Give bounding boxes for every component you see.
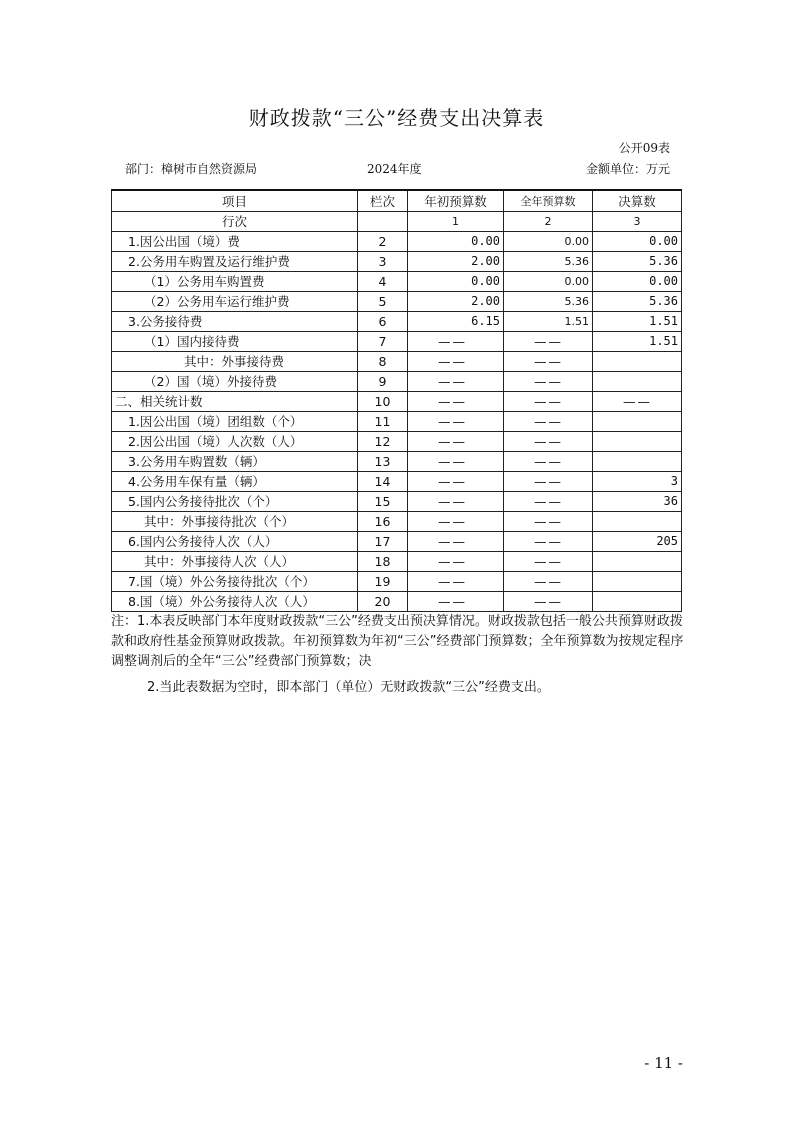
form-number: 公开09表 bbox=[618, 141, 670, 155]
table-row bbox=[112, 512, 682, 532]
row-c1: 2.00 bbox=[408, 252, 504, 272]
table-subheader-row bbox=[112, 212, 682, 232]
row-no: 13 bbox=[358, 452, 408, 472]
row-c3: 5.36 bbox=[593, 252, 682, 272]
table-row bbox=[112, 312, 682, 332]
page-number: - 11 - bbox=[644, 1054, 683, 1072]
row-item: 7.国（境）外公务接待批次（个） bbox=[112, 572, 358, 592]
row-no: 17 bbox=[358, 532, 408, 552]
row-item: 1.因公出国（境）团组数（个） bbox=[112, 412, 358, 432]
row-c2: —— bbox=[504, 332, 593, 352]
note-line-2: 2.当此表数据为空时，即本部门（单位）无财政拨款“三公”经费支出。 bbox=[147, 680, 550, 695]
row-item: 2.公务用车购置及运行维护费 bbox=[112, 252, 358, 272]
row-c1: —— bbox=[408, 392, 504, 412]
row-c3: 5.36 bbox=[593, 292, 682, 312]
row-no: 8 bbox=[358, 352, 408, 372]
row-no: 4 bbox=[358, 272, 408, 292]
row-c3 bbox=[593, 352, 682, 372]
row-c2: 5.36 bbox=[504, 292, 593, 312]
table-row bbox=[112, 352, 682, 372]
note-line-1: 注：1.本表反映部门本年度财政拨款“三公”经费支出预决算情况。财政拨款包括一般公共预算财政拨款和政府性基金预算财政拨款。年初预算数为年初“三公”经费部门预算数；全年预算数为按规定程序调整调剂后的全年“三公”经费部门预算数；决 bbox=[111, 614, 684, 669]
row-c3 bbox=[593, 412, 682, 432]
row-c3: 0.00 bbox=[593, 272, 682, 292]
row-c2: —— bbox=[504, 532, 593, 552]
row-c1: —— bbox=[408, 432, 504, 452]
header-final-account: 决算数 bbox=[593, 190, 682, 212]
row-c2: —— bbox=[504, 472, 593, 492]
row-c1: —— bbox=[408, 512, 504, 532]
table-row bbox=[112, 452, 682, 472]
row-c2: —— bbox=[504, 412, 593, 432]
row-c2: —— bbox=[504, 492, 593, 512]
row-no: 20 bbox=[358, 592, 408, 612]
row-c3: 0.00 bbox=[593, 232, 682, 252]
subheader-c3: 3 bbox=[593, 212, 682, 232]
row-no: 11 bbox=[358, 412, 408, 432]
row-c1: —— bbox=[408, 332, 504, 352]
row-c2: —— bbox=[504, 432, 593, 452]
row-c3: 1.51 bbox=[593, 312, 682, 332]
row-c2: —— bbox=[504, 552, 593, 572]
row-c1: —— bbox=[408, 352, 504, 372]
row-c2: 5.36 bbox=[504, 252, 593, 272]
subheader-no bbox=[358, 212, 408, 232]
subheader-c2: 2 bbox=[504, 212, 593, 232]
row-c3 bbox=[593, 572, 682, 592]
table-row bbox=[112, 552, 682, 572]
row-no: 9 bbox=[358, 372, 408, 392]
row-c2: 0.00 bbox=[504, 232, 593, 252]
row-c1: —— bbox=[408, 572, 504, 592]
row-c1: —— bbox=[408, 552, 504, 572]
table-row bbox=[112, 572, 682, 592]
row-c1: 0.00 bbox=[408, 272, 504, 292]
row-c3 bbox=[593, 592, 682, 612]
table-row bbox=[112, 232, 682, 252]
subheader-c1: 1 bbox=[408, 212, 504, 232]
row-no: 19 bbox=[358, 572, 408, 592]
header-item: 项目 bbox=[112, 190, 358, 212]
row-item: （1）国内接待费 bbox=[112, 332, 358, 352]
row-no: 2 bbox=[358, 232, 408, 252]
table-row bbox=[112, 532, 682, 552]
row-no: 7 bbox=[358, 332, 408, 352]
row-item: 1.因公出国（境）费 bbox=[112, 232, 358, 252]
row-no: 12 bbox=[358, 432, 408, 452]
row-c3: 1.51 bbox=[593, 332, 682, 352]
row-c2: —— bbox=[504, 512, 593, 532]
table-header-row bbox=[112, 190, 682, 212]
row-item: （2）国（境）外接待费 bbox=[112, 372, 358, 392]
row-item: 3.公务用车购置数（辆） bbox=[112, 452, 358, 472]
row-no: 14 bbox=[358, 472, 408, 492]
row-c3 bbox=[593, 372, 682, 392]
row-no: 15 bbox=[358, 492, 408, 512]
row-c3: —— bbox=[593, 392, 682, 412]
table-row bbox=[112, 292, 682, 312]
row-item: 其中：外事接待批次（个） bbox=[112, 512, 358, 532]
row-c2: —— bbox=[504, 392, 593, 412]
row-item: 2.因公出国（境）人次数（人） bbox=[112, 432, 358, 452]
page-title: 财政拨款“三公”经费支出决算表 bbox=[248, 106, 545, 130]
row-no: 6 bbox=[358, 312, 408, 332]
row-item: 3.公务接待费 bbox=[112, 312, 358, 332]
row-c1: —— bbox=[408, 592, 504, 612]
row-item: 4.公务用车保有量（辆） bbox=[112, 472, 358, 492]
row-c1: —— bbox=[408, 492, 504, 512]
row-c3 bbox=[593, 452, 682, 472]
row-item: 6.国内公务接待人次（人） bbox=[112, 532, 358, 552]
header-annual-budget: 全年预算数 bbox=[504, 190, 593, 212]
expense-table bbox=[111, 189, 682, 612]
unit-label: 金额单位：万元 bbox=[585, 162, 670, 176]
row-c1: 0.00 bbox=[408, 232, 504, 252]
table-row bbox=[112, 592, 682, 612]
table-row bbox=[112, 472, 682, 492]
table-row bbox=[112, 272, 682, 292]
table-row bbox=[112, 492, 682, 512]
row-c3: 36 bbox=[593, 492, 682, 512]
header-initial-budget: 年初预算数 bbox=[408, 190, 504, 212]
table-row bbox=[112, 392, 682, 412]
row-c2: —— bbox=[504, 572, 593, 592]
row-item: 其中：外事接待人次（人） bbox=[112, 552, 358, 572]
row-c3 bbox=[593, 552, 682, 572]
row-item: 5.国内公务接待批次（个） bbox=[112, 492, 358, 512]
row-c1: —— bbox=[408, 372, 504, 392]
row-c2: 1.51 bbox=[504, 312, 593, 332]
table-row bbox=[112, 432, 682, 452]
table-row bbox=[112, 372, 682, 392]
row-c1: 6.15 bbox=[408, 312, 504, 332]
table-row bbox=[112, 252, 682, 272]
row-c2: —— bbox=[504, 352, 593, 372]
row-c3: 3 bbox=[593, 472, 682, 492]
subheader-item: 行次 bbox=[112, 212, 358, 232]
row-no: 16 bbox=[358, 512, 408, 532]
year-label: 2024年度 bbox=[367, 162, 422, 176]
row-item: 二、相关统计数 bbox=[112, 392, 358, 412]
row-item: （1）公务用车购置费 bbox=[112, 272, 358, 292]
table-row bbox=[112, 412, 682, 432]
department-label: 部门：樟树市自然资源局 bbox=[125, 162, 258, 176]
row-c1: 2.00 bbox=[408, 292, 504, 312]
table-note bbox=[111, 612, 686, 698]
table-row bbox=[112, 332, 682, 352]
row-no: 3 bbox=[358, 252, 408, 272]
row-no: 18 bbox=[358, 552, 408, 572]
header-col-no: 栏次 bbox=[358, 190, 408, 212]
row-c2: —— bbox=[504, 372, 593, 392]
row-c2: 0.00 bbox=[504, 272, 593, 292]
row-c1: —— bbox=[408, 532, 504, 552]
row-c2: —— bbox=[504, 592, 593, 612]
row-item: 其中：外事接待费 bbox=[112, 352, 358, 372]
row-no: 5 bbox=[358, 292, 408, 312]
row-c3 bbox=[593, 512, 682, 532]
row-c3 bbox=[593, 432, 682, 452]
row-c1: —— bbox=[408, 412, 504, 432]
row-c1: —— bbox=[408, 472, 504, 492]
row-item: （2）公务用车运行维护费 bbox=[112, 292, 358, 312]
row-item: 8.国（境）外公务接待人次（人） bbox=[112, 592, 358, 612]
row-c3: 205 bbox=[593, 532, 682, 552]
row-no: 10 bbox=[358, 392, 408, 412]
row-c2: —— bbox=[504, 452, 593, 472]
row-c1: —— bbox=[408, 452, 504, 472]
